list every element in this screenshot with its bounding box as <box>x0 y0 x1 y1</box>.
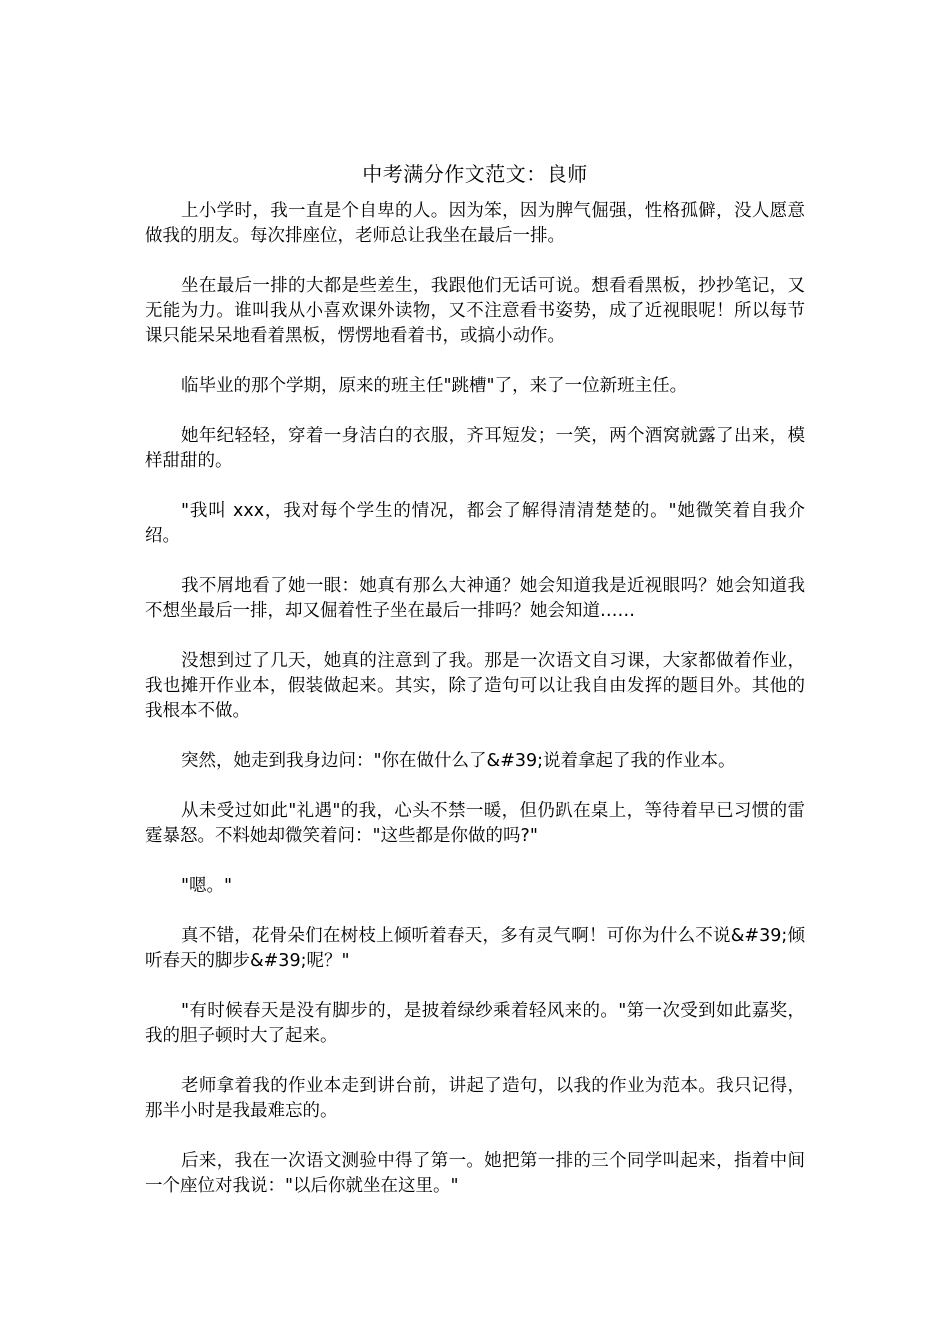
paragraph: "我叫 xxx，我对每个学生的情况，都会了解得清清楚楚的。"她微笑着自我介绍。 <box>145 501 805 546</box>
paragraph: 没想到过了几天，她真的注意到了我。那是一次语文自习课，大家都做着作业，我也摊开作业本，假装做起来。其实，除了造句可以让我自由发挥的题目外。其他的我根本不做。 <box>145 651 805 721</box>
paragraph: 临毕业的那个学期，原来的班主任"跳槽"了，来了一位新班主任。 <box>181 376 688 396</box>
paragraph: "有时候春天是没有脚步的，是披着绿纱乘着轻风来的。"第一次受到如此嘉奖，我的胆子顿时大了起来。 <box>145 1001 805 1046</box>
paragraph: 真不错，花骨朵们在树枝上倾听着春天，多有灵气啊！可你为什么不说&#39;倾听春天的脚步&#39;呢？" <box>145 926 805 971</box>
document-body <box>145 199 805 1224</box>
paragraph: 老师拿着我的作业本走到讲台前，讲起了造句，以我的作业为范本。我只记得，那半小时是我最难忘的。 <box>145 1076 805 1121</box>
paragraph: 我不屑地看了她一眼：她真有那么大神通？她会知道我是近视眼吗？她会知道我不想坐最后一排，却又倔着性子坐在最后一排吗？她会知道…… <box>145 576 805 621</box>
paragraph: 她年纪轻轻，穿着一身洁白的衣服，齐耳短发；一笑，两个酒窝就露了出来，模样甜甜的。 <box>145 426 805 471</box>
document-title: 中考满分作文范文：良师 <box>362 162 588 186</box>
paragraph: 后来，我在一次语文测验中得了第一。她把第一排的三个同学叫起来，指着中间一个座位对我说："以后你就坐在这里。" <box>145 1151 805 1196</box>
paragraph: 从未受过如此"礼遇"的我，心头不禁一暖，但仍趴在桌上，等待着早已习惯的雷霆暴怒。不料她却微笑着问："这些都是你做的吗?" <box>145 801 805 846</box>
paragraph: 突然，她走到我身边问："你在做什么了&#39;说着拿起了我的作业本。 <box>181 751 736 771</box>
paragraph: 坐在最后一排的大都是些差生，我跟他们无话可说。想看看黑板，抄抄笔记，又无能为力。谁叫我从小喜欢课外读物，又不注意看书姿势，成了近视眼呢！所以每节课只能呆呆地看着黑板，愣愣地看着书，或搞小动作。 <box>145 276 805 346</box>
paragraph: 上小学时，我一直是个自卑的人。因为笨，因为脾气倔强，性格孤僻，没人愿意做我的朋友。每次排座位，老师总让我坐在最后一排。 <box>145 201 805 246</box>
paragraph: "嗯。" <box>181 876 233 896</box>
